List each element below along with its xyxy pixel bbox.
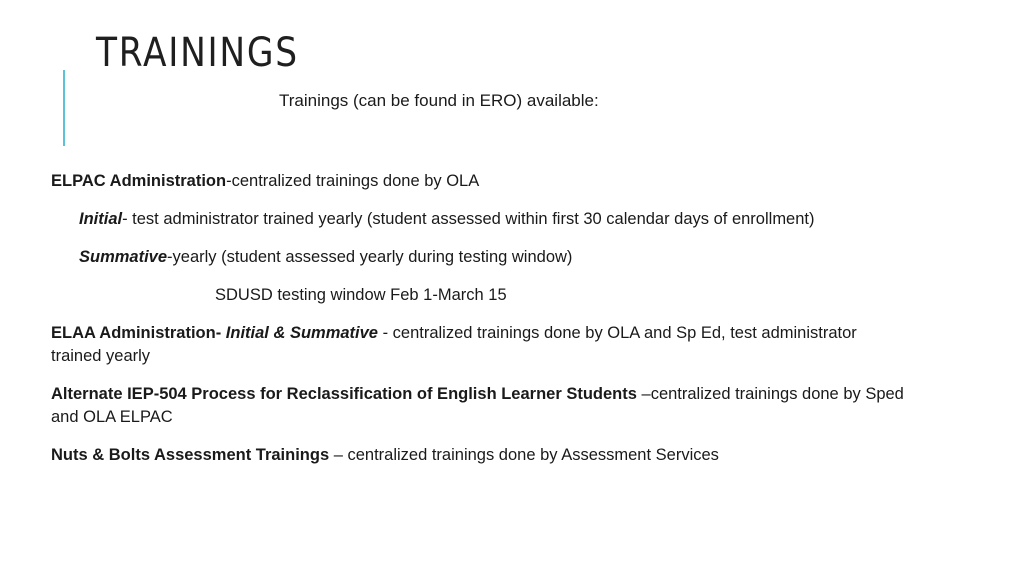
elpac-heading: ELPAC Administration [51, 172, 227, 190]
nuts-bolts-heading: Nuts & Bolts Assessment Trainings [51, 446, 330, 464]
slide-subtitle: Trainings (can be found in ERO) available: [279, 91, 599, 110]
elpac-paragraph [51, 170, 911, 193]
slide-title: TRAININGS [96, 30, 299, 76]
elaa-heading-italic: Initial & Summative [225, 324, 378, 342]
summative-heading: Summative [79, 248, 168, 266]
accent-bar [63, 70, 65, 146]
summative-text: -yearly (student assessed yearly during testing window) [167, 248, 573, 266]
alternate-text: –centralized trainings done by Sped and OLA ELPAC [51, 385, 904, 426]
elaa-paragraph [51, 322, 911, 368]
alternate-paragraph [51, 383, 911, 429]
nuts-bolts-paragraph [51, 444, 911, 467]
elaa-text: - centralized trainings done by OLA and Sp Ed, test administrator trained yearly [51, 324, 857, 365]
elpac-text: -centralized trainings done by OLA [226, 172, 480, 190]
slide-content [51, 170, 911, 482]
nuts-bolts-text: – centralized trainings done by Assessment Services [329, 446, 719, 464]
testing-window-paragraph [51, 284, 911, 307]
summative-paragraph [51, 246, 911, 269]
initial-heading: Initial [79, 210, 123, 228]
initial-text: - test administrator trained yearly (student assessed within first 30 calendar days of enrollment) [122, 210, 815, 228]
alternate-heading: Alternate IEP-504 Process for Reclassification of English Learner Students [51, 385, 637, 403]
elaa-heading: ELAA Administration- [51, 324, 226, 342]
testing-window-text: SDUSD testing window Feb 1-March 15 [215, 286, 507, 304]
initial-paragraph [51, 208, 911, 231]
